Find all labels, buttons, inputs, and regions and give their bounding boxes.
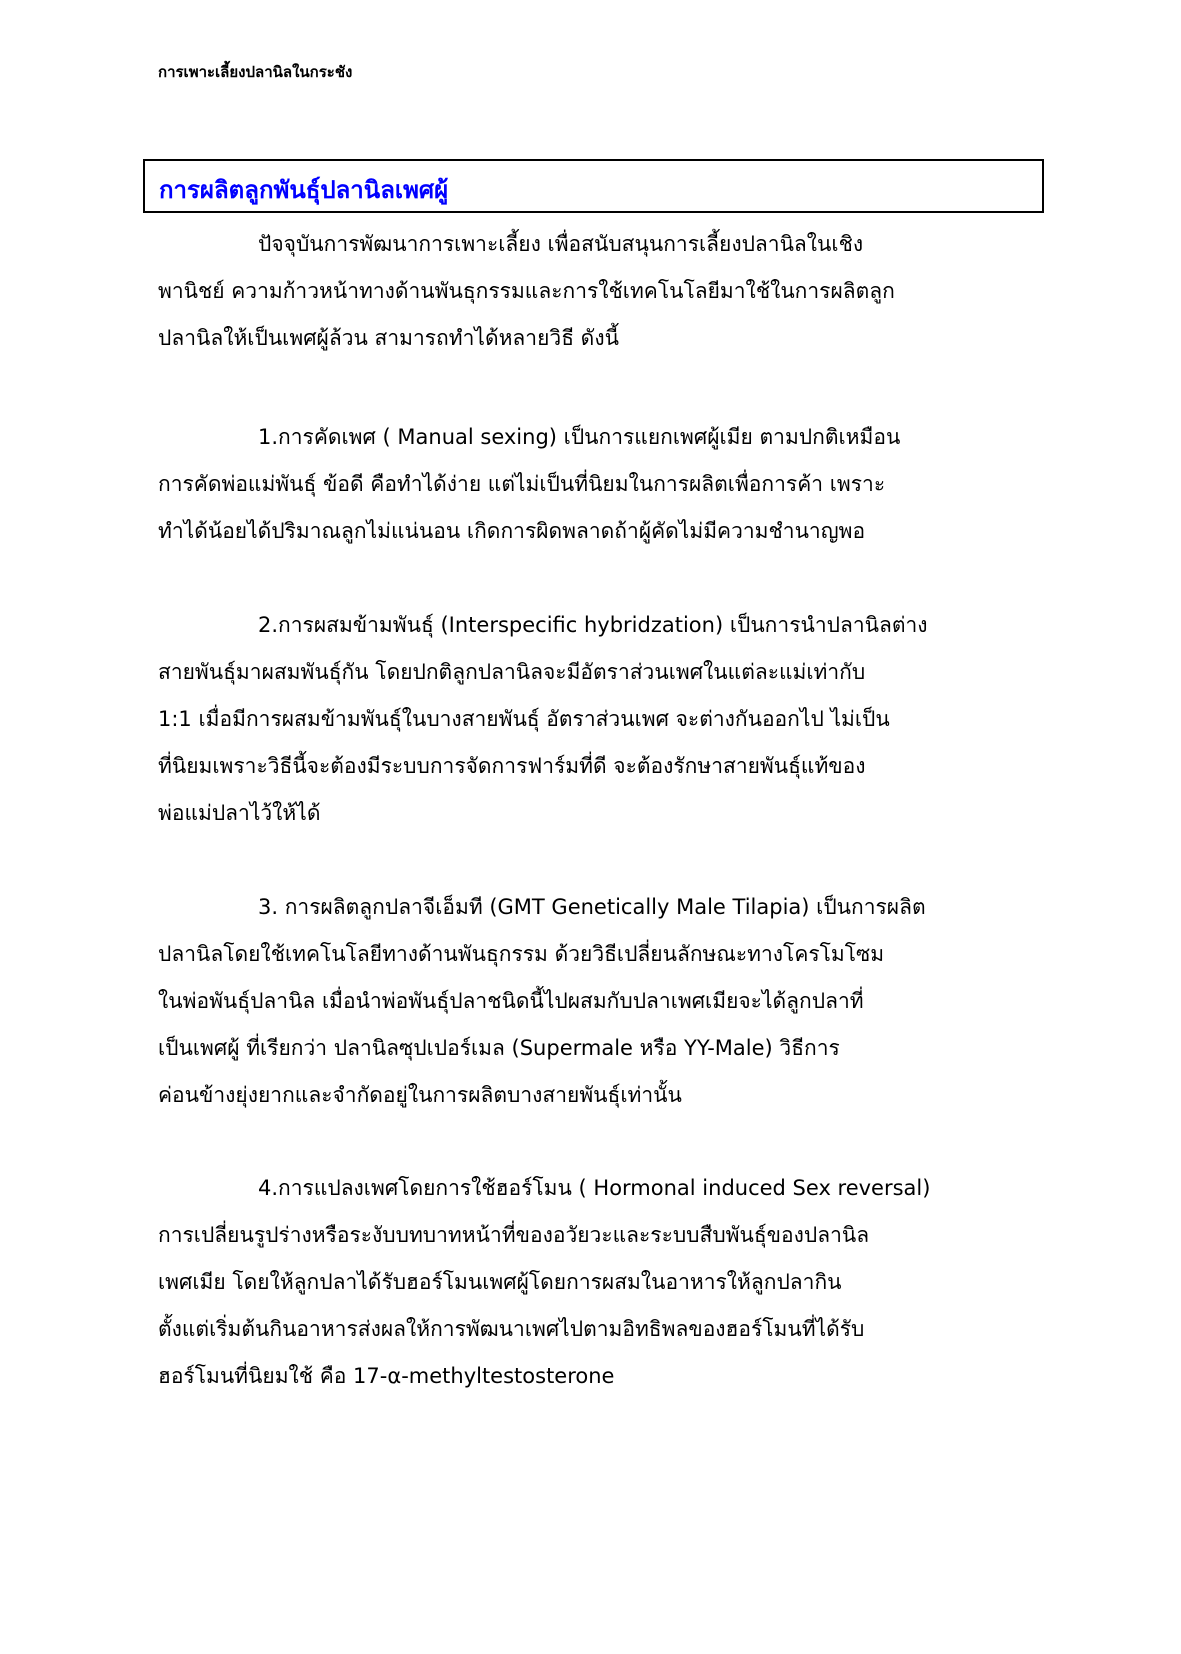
- paragraph-line: 2.การผสมข้ามพันธุ์ (Interspecific hybridzation) เป็นการนำปลานิลต่าง: [258, 613, 928, 637]
- paragraph-line: ปลานิลให้เป็นเพศผู้ล้วน สามารถทำได้หลายวิธี ดังนี้: [158, 326, 619, 350]
- paragraph-line: ทำได้น้อยได้ปริมาณลูกไม่แน่นอน เกิดการผิดพลาดถ้าผู้คัดไม่มีความชำนาญพอ: [158, 519, 866, 543]
- paragraph-line: ค่อนข้างยุ่งยากและจำกัดอยู่ในการผลิตบางสายพันธุ์เท่านั้น: [158, 1083, 682, 1107]
- paragraph-line: ตั้งแต่เริ่มต้นกินอาหารส่งผลให้การพัฒนาเพศไปตามอิทธิพลของฮอร์โมนที่ได้รับ: [158, 1317, 865, 1341]
- paragraph-hybridization: [158, 602, 1038, 837]
- paragraph-line: 3. การผลิตลูกปลาจีเอ็มที (GMT Genetically Male Tilapia) เป็นการผลิต: [258, 895, 926, 919]
- running-header: การเพาะเลี้ยงปลานิลในกระชัง: [158, 63, 353, 81]
- paragraph-hormonal: [158, 1165, 1038, 1400]
- paragraph-line: ในพ่อพันธุ์ปลานิล เมื่อนำพ่อพันธุ์ปลาชนิดนี้ไปผสมกับปลาเพศเมียจะได้ลูกปลาที่: [158, 989, 864, 1013]
- paragraph-line: ปัจจุบันการพัฒนาการเพาะเลี้ยง เพื่อสนับสนุนการเลี้ยงปลานิลในเชิง: [258, 232, 864, 256]
- paragraph-line: 4.การแปลงเพศโดยการใช้ฮอร์โมน ( Hormonal induced Sex reversal): [258, 1176, 931, 1200]
- section-title: การผลิตลูกพันธุ์ปลานิลเพศผู้: [159, 176, 449, 204]
- paragraph-line: เป็นเพศผู้ ที่เรียกว่า ปลานิลซุปเปอร์เมล (Supermale หรือ YY-Male) วิธีการ: [158, 1036, 840, 1060]
- paragraph-line: พ่อแม่ปลาไว้ให้ได้: [158, 801, 321, 825]
- paragraph-line: การเปลี่ยนรูปร่างหรือระงับบทบาทหน้าที่ของอวัยวะและระบบสืบพันธุ์ของปลานิล: [158, 1223, 870, 1247]
- paragraph-line: เพศเมีย โดยให้ลูกปลาได้รับฮอร์โมนเพศผู้โดยการผสมในอาหารให้ลูกปลากิน: [158, 1270, 842, 1294]
- paragraph-intro: [158, 221, 1038, 362]
- paragraph-manual-sexing: [158, 414, 1038, 555]
- paragraph-line: ที่นิยมเพราะวิธีนี้จะต้องมีระบบการจัดการฟาร์มที่ดี จะต้องรักษาสายพันธุ์แท้ของ: [158, 754, 866, 778]
- paragraph-line: ปลานิลโดยใช้เทคโนโลยีทางด้านพันธุกรรม ด้วยวิธีเปลี่ยนลักษณะทางโครโมโซม: [158, 942, 885, 966]
- paragraph-line: สายพันธุ์มาผสมพันธุ์กัน โดยปกติลูกปลานิลจะมีอัตราส่วนเพศในแต่ละแม่เท่ากับ: [158, 660, 866, 684]
- paragraph-line: พานิชย์ ความก้าวหน้าทางด้านพันธุกรรมและการใช้เทคโนโลยีมาใช้ในการผลิตลูก: [158, 279, 895, 303]
- paragraph-line: การคัดพ่อแม่พันธุ์ ข้อดี คือทำได้ง่าย แต่ไม่เป็นที่นิยมในการผลิตเพื่อการค้า เพราะ: [158, 472, 886, 496]
- paragraph-line: 1:1 เมื่อมีการผสมข้ามพันธุ์ในบางสายพันธุ์ อัตราส่วนเพศ จะต่างกันออกไป ไม่เป็น: [158, 707, 890, 731]
- paragraph-gmt: [158, 884, 1038, 1119]
- paragraph-line: ฮอร์โมนที่นิยมใช้ คือ 17-α-methyltestosterone: [158, 1364, 615, 1388]
- section-title-box: [143, 159, 1044, 213]
- paragraph-line: 1.การคัดเพศ ( Manual sexing) เป็นการแยกเพศผู้เมีย ตามปกติเหมือน: [258, 425, 901, 449]
